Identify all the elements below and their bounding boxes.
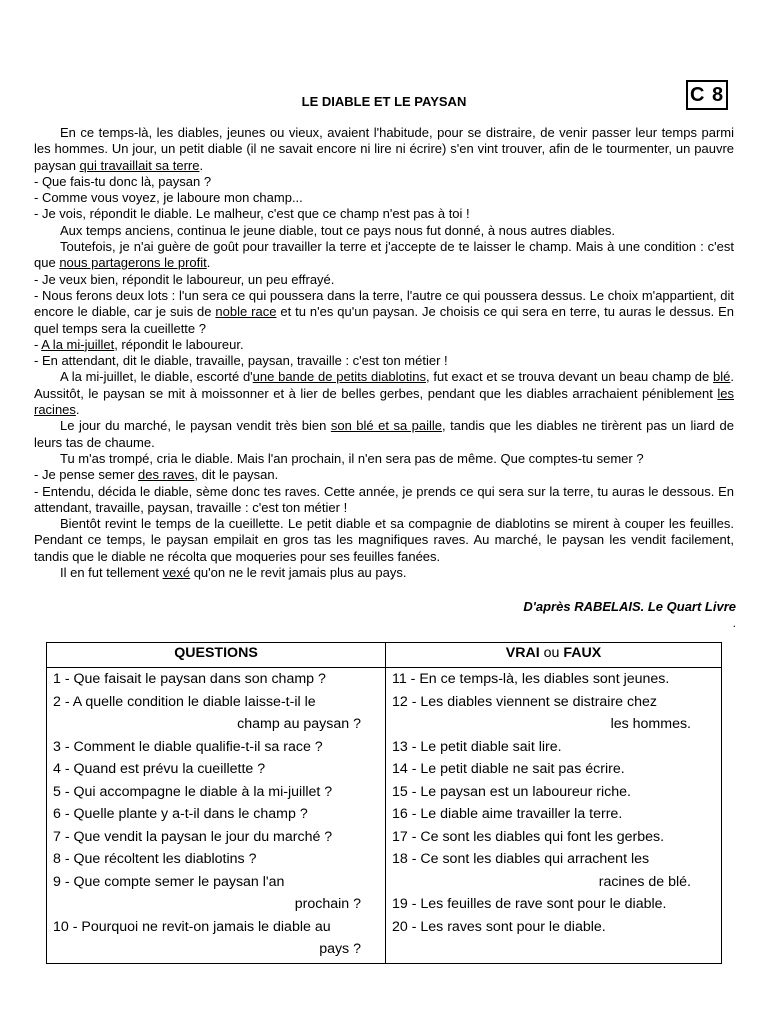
question-item: 1 - Que faisait le paysan dans son champ ? <box>53 671 326 687</box>
dialogue-line <box>34 337 734 353</box>
statement-item: 17 - Ce sont les diables qui font les gerbes. <box>392 828 665 845</box>
statement-item: 19 - Les feuilles de rave sont pour le diable. <box>392 896 667 912</box>
story-paragraph <box>34 239 734 272</box>
question-item: 6 - Quelle plante y a-t-il dans le champ ? <box>53 806 308 822</box>
dialogue-line: - Je vois, répondit le diable. Le malheur, c'est que ce champ n'est pas à toi ! <box>34 206 470 222</box>
statement-item: 12 - Les diables viennent se distraire chez <box>392 693 657 710</box>
question-item: 7 - Que vendit la paysan le jour du marché ? <box>53 828 333 845</box>
table-body-row <box>47 668 722 964</box>
text: Il en fut tellement <box>60 565 163 581</box>
question-item: 3 - Comment le diable qualifie-t-il sa race ? <box>53 738 323 755</box>
question-item-continuation: prochain ? <box>294 896 361 912</box>
text: A la mi-juillet, le diable, escorté d' <box>60 369 253 385</box>
true-false-header <box>386 643 722 668</box>
text: et tu n'es qu'un paysan. Je choisis ce qui sera en terre, tu auras le dessus. En quel temps sera la cueillette ? <box>34 304 735 336</box>
underlined-phrase: des raves <box>138 467 195 483</box>
story-paragraph: Bientôt revint le temps de la cueillette. Le petit diable et sa compagnie de diablotins se mirent à couper les feuilles. Pendant ce temps, le paysan empilait en gros tas les magnifiques raves. Au marché, le paysan les vendit facilement, tandis que le diable ne récolta que moqueries pour ses feuilles fanées. <box>34 516 734 564</box>
text: . <box>75 402 80 418</box>
dialogue-line: - Comme vous voyez, je laboure mon champ... <box>34 190 303 206</box>
statement-item: 13 - Le petit diable sait lire. <box>392 738 562 755</box>
questions-table <box>46 642 722 964</box>
dialogue-line <box>34 288 734 337</box>
text: . <box>206 255 211 271</box>
text: , tandis que les diables ne tirèrent pas un liard de leurs tas de chaume. <box>34 418 734 450</box>
statement-item: 20 - Les raves sont pour le diable. <box>392 918 606 935</box>
underlined-phrase: A la mi-juillet <box>41 336 115 352</box>
story-paragraph: Tu m'as trompé, cria le diable. Mais l'an prochain, il n'en sera pas de même. Que comptes-tu semer ? <box>60 450 644 466</box>
dialogue-line: - Je veux bien, répondit le laboureur, un peu effrayé. <box>34 271 335 287</box>
underlined-phrase: vexé <box>162 565 191 581</box>
story-text <box>34 125 734 581</box>
underlined-phrase: nous partagerons le profit <box>59 255 207 271</box>
page-title: LE DIABLE ET LE PAYSAN <box>301 94 467 109</box>
story-paragraph <box>34 125 734 174</box>
false-label: FAUX <box>563 645 602 661</box>
dialogue-line: - Entendu, décida le diable, sème donc tes raves. Cette année, je prends ce qui sera sur la terre, tu auras le dessous. En attendant, travaille, paysan, travaille : c'est ton métier ! <box>34 483 734 515</box>
statement-item: 11 - En ce temps-là, les diables sont jeunes. <box>392 671 670 687</box>
text: - Nous ferons deux lots : l'un sera ce qui poussera dans la terre, l'autre ce qui poussera dessus. Le choix m'appartient, dit encore le diable, car je suis de <box>34 287 734 320</box>
question-item-continuation: champ au paysan ? <box>237 716 361 732</box>
story-paragraph: Aux temps anciens, continua le jeune diable, tout ce pays nous fut donné, à nous autres diables. <box>60 222 616 238</box>
statement-item: 18 - Ce sont les diables qui arrachent les <box>392 851 650 867</box>
text: - <box>34 336 42 352</box>
question-item: 5 - Qui accompagne le diable à la mi-juillet ? <box>53 783 333 800</box>
underlined-phrase: une bande de petits diablotins <box>252 369 426 385</box>
text: qu'on ne le revit jamais plus au pays. <box>190 565 407 581</box>
story-paragraph <box>34 565 734 581</box>
trailing-mark: . <box>732 616 736 630</box>
underlined-phrase: noble race <box>215 304 277 320</box>
dialogue-line: - Que fais-tu donc là, paysan ? <box>34 173 212 189</box>
questions-header: QUESTIONS <box>47 643 386 668</box>
underlined-phrase: son blé et sa paille <box>330 418 443 434</box>
statement-item: 16 - Le diable aime travailler la terre. <box>392 806 623 822</box>
text: Toutefois, je n'ai guère de goût pour travailler la terre et j'accepte de te laisser le champ. Mais à une condition : c'est que <box>34 239 734 271</box>
question-item: 4 - Quand est prévu la cueillette ? <box>53 761 266 777</box>
question-item: 10 - Pourquoi ne revit-on jamais le diable au <box>53 918 331 935</box>
question-item-continuation: pays ? <box>319 941 361 957</box>
underlined-phrase: les racines <box>34 385 734 418</box>
dialogue-line: - En attendant, dit le diable, travaille, paysan, travaille : c'est ton métier ! <box>34 353 448 369</box>
underlined-phrase: qui travaillait sa terre <box>79 157 200 173</box>
text: - Je pense semer <box>34 467 139 483</box>
text: , dit le paysan. <box>194 467 279 483</box>
underlined-phrase: blé <box>713 369 731 385</box>
question-item: 9 - Que compte semer le paysan l'an <box>53 873 285 890</box>
statement-item-continuation: les hommes. <box>610 716 691 732</box>
text: . Aussitôt, le paysan se mit à moissonner et à lier de belles gerbes, pendant que les diables arrachaient péniblement <box>34 369 735 401</box>
question-item: 8 - Que récoltent les diablotins ? <box>53 851 257 867</box>
story-paragraph <box>34 369 734 418</box>
text: , fut exact et se trouva devant un beau champ de <box>425 369 714 385</box>
table-header-row <box>47 643 722 668</box>
statement-item: 15 - Le paysan est un laboureur riche. <box>392 783 631 800</box>
statement-item: 14 - Le petit diable ne sait pas écrire. <box>392 761 625 777</box>
or-label: ou <box>539 645 564 661</box>
question-item: 2 - A quelle condition le diable laisse-t-il le <box>53 693 316 710</box>
text: Le jour du marché, le paysan vendit très bien <box>60 418 331 434</box>
source-citation: D'après RABELAIS. Le Quart Livre <box>523 599 736 614</box>
statements-list <box>386 668 722 964</box>
text: . <box>199 157 204 173</box>
true-label: VRAI <box>505 645 540 661</box>
story-paragraph <box>34 418 734 451</box>
questions-list <box>47 668 386 964</box>
dialogue-line <box>34 467 734 483</box>
statement-item-continuation: racines de blé. <box>598 873 691 890</box>
text: , répondit le laboureur. <box>114 336 244 352</box>
page-code-badge: C 8 <box>686 80 728 110</box>
text: En ce temps-là, les diables, jeunes ou vieux, avaient l'habitude, pour se distraire, de venir passer leur temps parmi les hommes. Un jour, un petit diable (il ne savait encore ni lire ni écrire) s'en vint trouver, afin de le tourmenter, un pauvre paysan <box>34 125 734 173</box>
